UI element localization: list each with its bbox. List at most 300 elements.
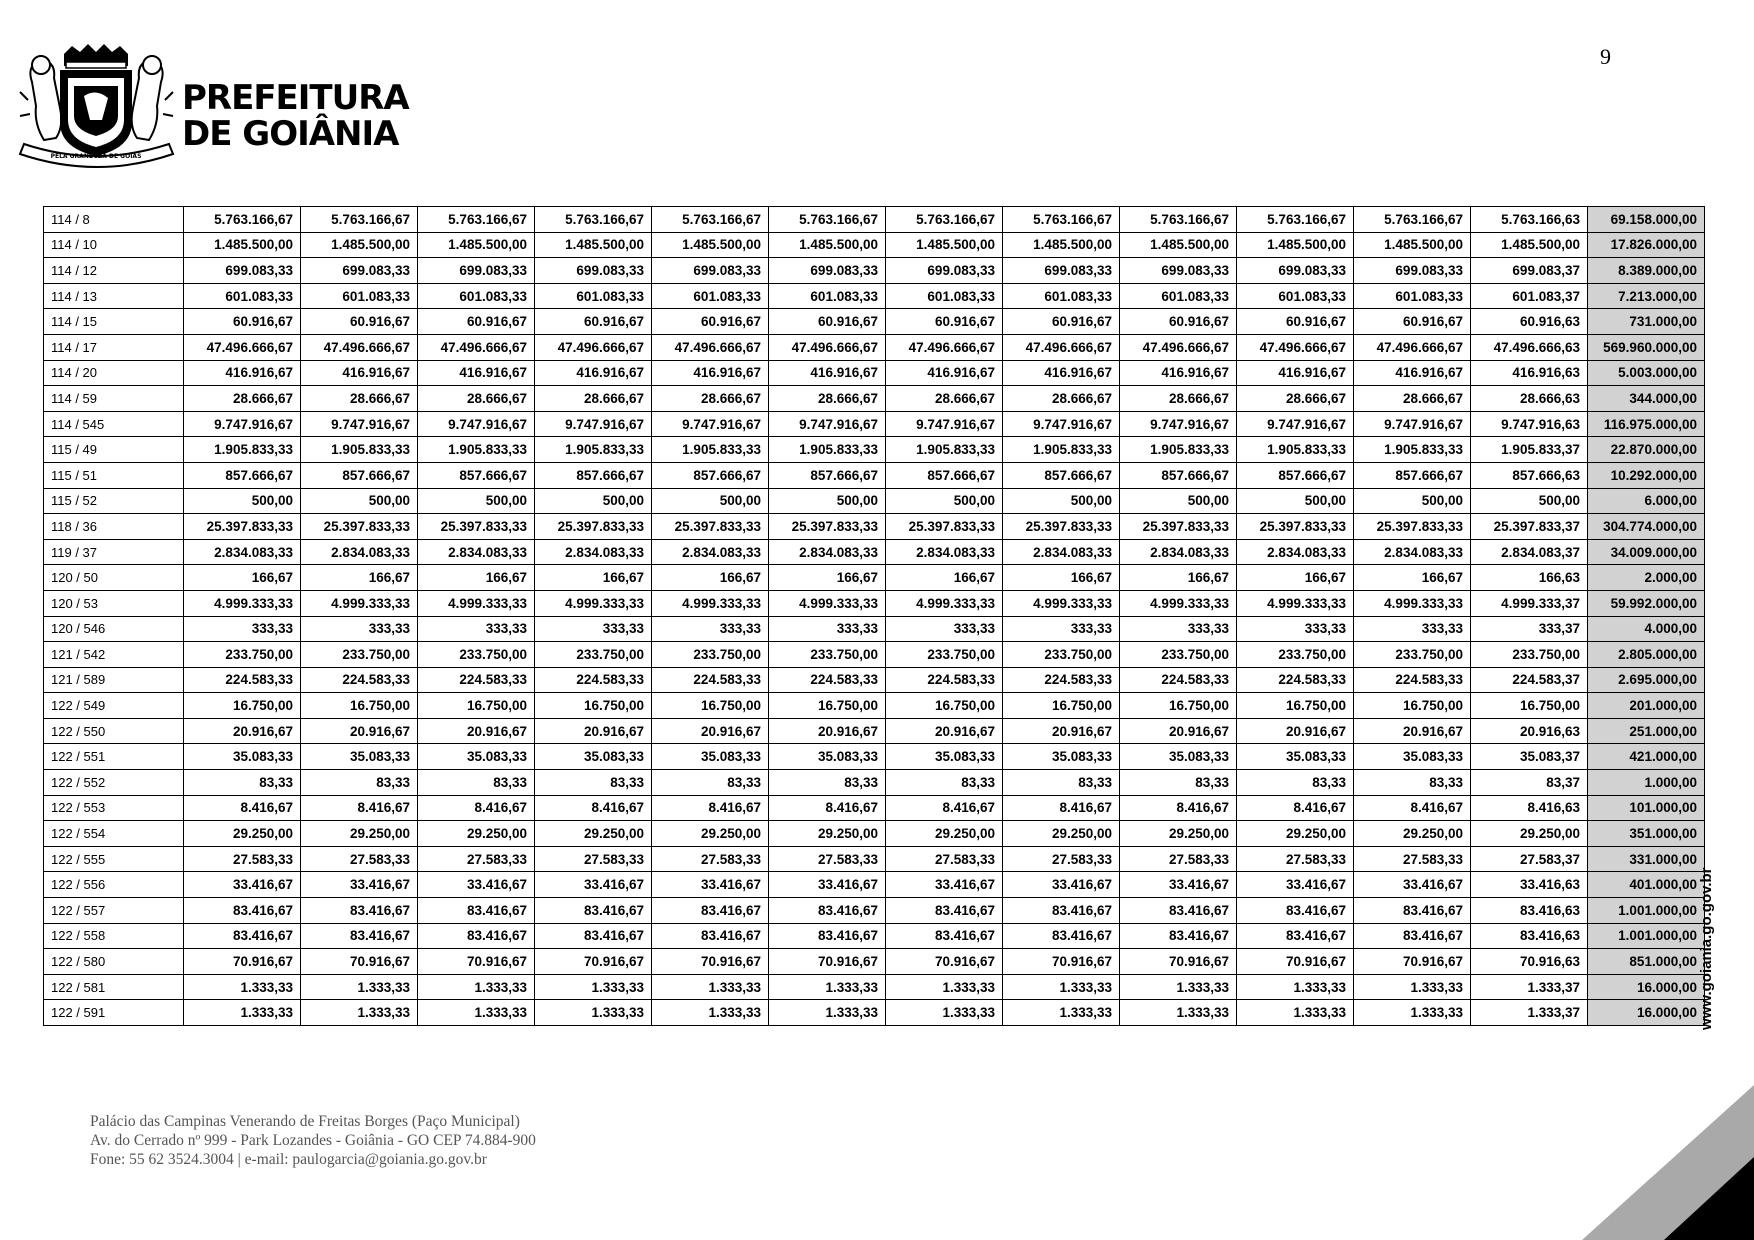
month-value-cell: 5.763.166,67 [418,207,535,233]
table-row [44,488,1705,514]
month-value-cell: 29.250,00 [769,821,886,847]
month-value-cell: 1.485.500,00 [301,232,418,258]
month-value-cell: 47.496.666,67 [886,334,1003,360]
month-value-cell: 601.083,33 [301,283,418,309]
month-value-cell: 416.916,67 [769,360,886,386]
month-value-cell: 857.666,67 [1003,462,1120,488]
month-value-cell: 29.250,00 [1354,821,1471,847]
month-value-cell: 1.333,33 [886,974,1003,1000]
month-value-cell: 500,00 [1120,488,1237,514]
row-code-cell: 114 / 12 [44,258,184,284]
month-value-cell: 2.834.083,37 [1471,539,1588,565]
row-total-cell: 401.000,00 [1588,872,1705,898]
month-value-cell: 29.250,00 [535,821,652,847]
row-total-cell: 2.000,00 [1588,565,1705,591]
month-value-cell: 416.916,67 [652,360,769,386]
month-value-cell: 70.916,67 [301,949,418,975]
row-total-cell: 351.000,00 [1588,821,1705,847]
month-value-cell: 601.083,33 [535,283,652,309]
table-row [44,360,1705,386]
month-value-cell: 1.485.500,00 [1354,232,1471,258]
website-url: www.goiania.go.gov.br [1698,867,1715,1030]
month-value-cell: 25.397.833,37 [1471,514,1588,540]
month-value-cell: 27.583,37 [1471,846,1588,872]
month-value-cell: 9.747.916,67 [652,411,769,437]
header-logo [14,40,409,170]
month-value-cell: 47.496.666,67 [1237,334,1354,360]
month-value-cell: 83.416,67 [1003,898,1120,924]
month-value-cell: 60.916,67 [1120,309,1237,335]
month-value-cell: 233.750,00 [652,642,769,668]
month-value-cell: 500,00 [1354,488,1471,514]
budget-table [43,206,1705,1026]
month-value-cell: 20.916,67 [535,718,652,744]
row-code-cell: 114 / 8 [44,207,184,233]
month-value-cell: 166,63 [1471,565,1588,591]
month-value-cell: 33.416,67 [418,872,535,898]
month-value-cell: 4.999.333,33 [1120,590,1237,616]
month-value-cell: 16.750,00 [769,693,886,719]
table-row [44,334,1705,360]
table-row [44,949,1705,975]
month-value-cell: 2.834.083,33 [1354,539,1471,565]
month-value-cell: 35.083,33 [301,744,418,770]
month-value-cell: 70.916,63 [1471,949,1588,975]
month-value-cell: 1.333,33 [418,1000,535,1026]
row-total-cell: 201.000,00 [1588,693,1705,719]
month-value-cell: 1.333,33 [535,1000,652,1026]
month-value-cell: 28.666,67 [1354,386,1471,412]
month-value-cell: 28.666,67 [652,386,769,412]
month-value-cell: 224.583,33 [769,667,886,693]
month-value-cell: 1.333,33 [301,1000,418,1026]
month-value-cell: 9.747.916,67 [1237,411,1354,437]
row-code-cell: 122 / 556 [44,872,184,898]
month-value-cell: 1.333,33 [1003,974,1120,1000]
month-value-cell: 1.905.833,33 [652,437,769,463]
month-value-cell: 857.666,67 [1354,462,1471,488]
row-total-cell: 304.774.000,00 [1588,514,1705,540]
month-value-cell: 28.666,63 [1471,386,1588,412]
month-value-cell: 16.750,00 [1354,693,1471,719]
month-value-cell: 1.905.833,33 [418,437,535,463]
month-value-cell: 16.750,00 [184,693,301,719]
month-value-cell: 4.999.333,33 [1237,590,1354,616]
month-value-cell: 333,33 [769,616,886,642]
month-value-cell: 5.763.166,67 [886,207,1003,233]
row-code-cell: 122 / 591 [44,1000,184,1026]
table-row [44,462,1705,488]
month-value-cell: 25.397.833,33 [1354,514,1471,540]
month-value-cell: 166,67 [535,565,652,591]
month-value-cell: 70.916,67 [535,949,652,975]
month-value-cell: 35.083,33 [1354,744,1471,770]
month-value-cell: 2.834.083,33 [535,539,652,565]
table-row [44,744,1705,770]
row-total-cell: 344.000,00 [1588,386,1705,412]
footer-line-address: Av. do Cerrado nº 999 - Park Lozandes - Goiânia - GO CEP 74.884-900 [90,1132,536,1149]
month-value-cell: 601.083,33 [418,283,535,309]
month-value-cell: 60.916,67 [1237,309,1354,335]
month-value-cell: 1.485.500,00 [1003,232,1120,258]
table-row [44,258,1705,284]
month-value-cell: 83.416,67 [769,898,886,924]
month-value-cell: 20.916,67 [769,718,886,744]
month-value-cell: 1.333,33 [652,974,769,1000]
month-value-cell: 2.834.083,33 [184,539,301,565]
month-value-cell: 35.083,33 [418,744,535,770]
table-row [44,514,1705,540]
month-value-cell: 60.916,67 [1003,309,1120,335]
month-value-cell: 500,00 [1237,488,1354,514]
month-value-cell: 33.416,67 [301,872,418,898]
month-value-cell: 83.416,67 [652,898,769,924]
month-value-cell: 16.750,00 [1120,693,1237,719]
month-value-cell: 20.916,67 [1237,718,1354,744]
row-total-cell: 2.695.000,00 [1588,667,1705,693]
table-row [44,923,1705,949]
month-value-cell: 33.416,67 [652,872,769,898]
month-value-cell: 9.747.916,67 [769,411,886,437]
month-value-cell: 47.496.666,67 [418,334,535,360]
month-value-cell: 233.750,00 [184,642,301,668]
row-total-cell: 10.292.000,00 [1588,462,1705,488]
month-value-cell: 1.905.833,33 [1354,437,1471,463]
month-value-cell: 33.416,67 [1354,872,1471,898]
month-value-cell: 83,33 [301,770,418,796]
month-value-cell: 416.916,67 [1237,360,1354,386]
month-value-cell: 333,33 [301,616,418,642]
month-value-cell: 27.583,33 [535,846,652,872]
month-value-cell: 83.416,67 [1120,923,1237,949]
month-value-cell: 2.834.083,33 [769,539,886,565]
month-value-cell: 60.916,67 [652,309,769,335]
corner-decoration [1582,1085,1754,1240]
month-value-cell: 333,33 [652,616,769,642]
month-value-cell: 1.333,33 [1237,974,1354,1000]
month-value-cell: 83.416,67 [418,898,535,924]
month-value-cell: 4.999.333,33 [301,590,418,616]
month-value-cell: 16.750,00 [1003,693,1120,719]
month-value-cell: 699.083,33 [769,258,886,284]
month-value-cell: 35.083,37 [1471,744,1588,770]
month-value-cell: 2.834.083,33 [652,539,769,565]
month-value-cell: 83,33 [418,770,535,796]
month-value-cell: 500,00 [1471,488,1588,514]
month-value-cell: 601.083,33 [886,283,1003,309]
table-row [44,309,1705,335]
row-total-cell: 731.000,00 [1588,309,1705,335]
month-value-cell: 33.416,67 [184,872,301,898]
row-total-cell: 1.000,00 [1588,770,1705,796]
month-value-cell: 29.250,00 [184,821,301,847]
row-code-cell: 121 / 589 [44,667,184,693]
month-value-cell: 8.416,67 [1003,795,1120,821]
month-value-cell: 857.666,67 [418,462,535,488]
month-value-cell: 233.750,00 [1120,642,1237,668]
month-value-cell: 70.916,67 [1003,949,1120,975]
month-value-cell: 233.750,00 [769,642,886,668]
month-value-cell: 83.416,67 [1120,898,1237,924]
footer-line-contact: Fone: 55 62 3524.3004 | e-mail: paulogarcia@goiania.go.gov.br [90,1151,487,1168]
row-total-cell: 4.000,00 [1588,616,1705,642]
month-value-cell: 28.666,67 [418,386,535,412]
month-value-cell: 27.583,33 [1354,846,1471,872]
month-value-cell: 83.416,67 [184,898,301,924]
month-value-cell: 1.905.833,33 [184,437,301,463]
month-value-cell: 1.333,33 [1237,1000,1354,1026]
month-value-cell: 2.834.083,33 [886,539,1003,565]
month-value-cell: 83.416,67 [886,923,1003,949]
row-code-cell: 114 / 59 [44,386,184,412]
month-value-cell: 1.333,33 [1120,1000,1237,1026]
month-value-cell: 699.083,33 [886,258,1003,284]
month-value-cell: 224.583,33 [1354,667,1471,693]
table-row [44,718,1705,744]
month-value-cell: 857.666,63 [1471,462,1588,488]
row-code-cell: 122 / 558 [44,923,184,949]
month-value-cell: 29.250,00 [1471,821,1588,847]
month-value-cell: 1.333,33 [1354,974,1471,1000]
month-value-cell: 333,33 [418,616,535,642]
month-value-cell: 699.083,33 [535,258,652,284]
month-value-cell: 20.916,67 [418,718,535,744]
table-row [44,565,1705,591]
month-value-cell: 5.763.166,67 [769,207,886,233]
month-value-cell: 27.583,33 [418,846,535,872]
month-value-cell: 60.916,67 [769,309,886,335]
month-value-cell: 20.916,67 [1003,718,1120,744]
month-value-cell: 9.747.916,63 [1471,411,1588,437]
row-total-cell: 6.000,00 [1588,488,1705,514]
month-value-cell: 333,37 [1471,616,1588,642]
month-value-cell: 1.333,33 [652,1000,769,1026]
month-value-cell: 25.397.833,33 [418,514,535,540]
month-value-cell: 60.916,67 [886,309,1003,335]
month-value-cell: 9.747.916,67 [535,411,652,437]
table-row [44,232,1705,258]
month-value-cell: 27.583,33 [652,846,769,872]
month-value-cell: 333,33 [1237,616,1354,642]
month-value-cell: 83,33 [769,770,886,796]
table-row [44,974,1705,1000]
month-value-cell: 16.750,00 [652,693,769,719]
month-value-cell: 2.834.083,33 [418,539,535,565]
month-value-cell: 70.916,67 [1354,949,1471,975]
month-value-cell: 83.416,67 [535,898,652,924]
month-value-cell: 47.496.666,67 [1354,334,1471,360]
month-value-cell: 1.333,37 [1471,1000,1588,1026]
month-value-cell: 1.905.833,33 [1003,437,1120,463]
month-value-cell: 699.083,33 [301,258,418,284]
row-total-cell: 421.000,00 [1588,744,1705,770]
table-row [44,795,1705,821]
month-value-cell: 70.916,67 [1237,949,1354,975]
month-value-cell: 60.916,67 [1354,309,1471,335]
month-value-cell: 601.083,37 [1471,283,1588,309]
month-value-cell: 1.333,33 [535,974,652,1000]
month-value-cell: 35.083,33 [535,744,652,770]
month-value-cell: 224.583,33 [652,667,769,693]
month-value-cell: 166,67 [301,565,418,591]
month-value-cell: 83,33 [1354,770,1471,796]
month-value-cell: 2.834.083,33 [1003,539,1120,565]
month-value-cell: 601.083,33 [1237,283,1354,309]
month-value-cell: 29.250,00 [652,821,769,847]
month-value-cell: 29.250,00 [1237,821,1354,847]
month-value-cell: 1.333,33 [418,974,535,1000]
month-value-cell: 28.666,67 [301,386,418,412]
month-value-cell: 9.747.916,67 [1003,411,1120,437]
month-value-cell: 224.583,33 [1120,667,1237,693]
row-code-cell: 122 / 555 [44,846,184,872]
month-value-cell: 233.750,00 [1003,642,1120,668]
month-value-cell: 224.583,33 [418,667,535,693]
month-value-cell: 699.083,33 [1120,258,1237,284]
month-value-cell: 857.666,67 [184,462,301,488]
month-value-cell: 1.905.833,33 [886,437,1003,463]
month-value-cell: 1.333,33 [1120,974,1237,1000]
month-value-cell: 83,33 [1237,770,1354,796]
month-value-cell: 35.083,33 [184,744,301,770]
month-value-cell: 20.916,63 [1471,718,1588,744]
month-value-cell: 33.416,63 [1471,872,1588,898]
month-value-cell: 416.916,67 [886,360,1003,386]
month-value-cell: 16.750,00 [1237,693,1354,719]
month-value-cell: 224.583,33 [886,667,1003,693]
footer-line-building: Palácio das Campinas Venerando de Freitas Borges (Paço Municipal) [90,1113,520,1130]
month-value-cell: 47.496.666,67 [652,334,769,360]
month-value-cell: 28.666,67 [1237,386,1354,412]
table-row [44,872,1705,898]
row-code-cell: 122 / 557 [44,898,184,924]
month-value-cell: 83.416,67 [535,923,652,949]
month-value-cell: 83.416,67 [1237,898,1354,924]
month-value-cell: 166,67 [652,565,769,591]
month-value-cell: 601.083,33 [1354,283,1471,309]
month-value-cell: 333,33 [184,616,301,642]
footer-address [90,1112,536,1169]
row-total-cell: 7.213.000,00 [1588,283,1705,309]
month-value-cell: 1.333,33 [1354,1000,1471,1026]
month-value-cell: 83,33 [535,770,652,796]
month-value-cell: 16.750,00 [1471,693,1588,719]
crest-ribbon-text: PELA GRANDEZA DE GOIÁS [50,153,142,160]
row-code-cell: 115 / 51 [44,462,184,488]
row-total-cell: 1.001.000,00 [1588,898,1705,924]
month-value-cell: 60.916,67 [535,309,652,335]
month-value-cell: 60.916,67 [418,309,535,335]
month-value-cell: 83.416,63 [1471,898,1588,924]
org-name-line2: DE GOIÂNIA [182,114,399,154]
month-value-cell: 25.397.833,33 [1003,514,1120,540]
month-value-cell: 25.397.833,33 [769,514,886,540]
month-value-cell: 416.916,67 [1003,360,1120,386]
month-value-cell: 27.583,33 [769,846,886,872]
row-code-cell: 114 / 15 [44,309,184,335]
month-value-cell: 47.496.666,67 [1003,334,1120,360]
month-value-cell: 333,33 [1003,616,1120,642]
month-value-cell: 500,00 [301,488,418,514]
month-value-cell: 416.916,67 [301,360,418,386]
month-value-cell: 5.763.166,63 [1471,207,1588,233]
month-value-cell: 601.083,33 [1003,283,1120,309]
month-value-cell: 47.496.666,67 [184,334,301,360]
month-value-cell: 1.333,33 [769,1000,886,1026]
row-code-cell: 122 / 550 [44,718,184,744]
month-value-cell: 5.763.166,67 [1003,207,1120,233]
row-total-cell: 851.000,00 [1588,949,1705,975]
month-value-cell: 699.083,33 [1237,258,1354,284]
month-value-cell: 25.397.833,33 [1120,514,1237,540]
month-value-cell: 500,00 [184,488,301,514]
month-value-cell: 47.496.666,67 [1120,334,1237,360]
month-value-cell: 601.083,33 [1120,283,1237,309]
row-total-cell: 69.158.000,00 [1588,207,1705,233]
month-value-cell: 25.397.833,33 [535,514,652,540]
month-value-cell: 8.416,67 [1354,795,1471,821]
month-value-cell: 233.750,00 [1354,642,1471,668]
month-value-cell: 83.416,67 [769,923,886,949]
row-total-cell: 17.826.000,00 [1588,232,1705,258]
row-code-cell: 122 / 581 [44,974,184,1000]
month-value-cell: 83.416,67 [1237,923,1354,949]
month-value-cell: 1.905.833,33 [301,437,418,463]
month-value-cell: 33.416,67 [1120,872,1237,898]
month-value-cell: 25.397.833,33 [1237,514,1354,540]
month-value-cell: 5.763.166,67 [301,207,418,233]
month-value-cell: 857.666,67 [769,462,886,488]
month-value-cell: 28.666,67 [1003,386,1120,412]
month-value-cell: 4.999.333,33 [769,590,886,616]
month-value-cell: 4.999.333,33 [652,590,769,616]
month-value-cell: 20.916,67 [1120,718,1237,744]
row-code-cell: 119 / 37 [44,539,184,565]
row-code-cell: 114 / 13 [44,283,184,309]
month-value-cell: 20.916,67 [886,718,1003,744]
month-value-cell: 8.416,67 [301,795,418,821]
month-value-cell: 416.916,67 [535,360,652,386]
org-name-line1: PREFEITURA [182,78,409,118]
month-value-cell: 8.416,67 [886,795,1003,821]
month-value-cell: 1.905.833,37 [1471,437,1588,463]
month-value-cell: 233.750,00 [1237,642,1354,668]
table-row [44,386,1705,412]
month-value-cell: 20.916,67 [301,718,418,744]
month-value-cell: 699.083,33 [418,258,535,284]
month-value-cell: 29.250,00 [418,821,535,847]
row-code-cell: 115 / 52 [44,488,184,514]
month-value-cell: 500,00 [1003,488,1120,514]
month-value-cell: 16.750,00 [886,693,1003,719]
table-row [44,437,1705,463]
month-value-cell: 25.397.833,33 [652,514,769,540]
month-value-cell: 416.916,67 [418,360,535,386]
month-value-cell: 857.666,67 [301,462,418,488]
month-value-cell: 33.416,67 [769,872,886,898]
month-value-cell: 1.485.500,00 [769,232,886,258]
month-value-cell: 16.750,00 [301,693,418,719]
row-code-cell: 122 / 553 [44,795,184,821]
month-value-cell: 4.999.333,33 [1003,590,1120,616]
row-total-cell: 16.000,00 [1588,1000,1705,1026]
row-code-cell: 122 / 549 [44,693,184,719]
month-value-cell: 166,67 [1120,565,1237,591]
table-row [44,821,1705,847]
month-value-cell: 166,67 [769,565,886,591]
row-total-cell: 2.805.000,00 [1588,642,1705,668]
month-value-cell: 47.496.666,67 [301,334,418,360]
